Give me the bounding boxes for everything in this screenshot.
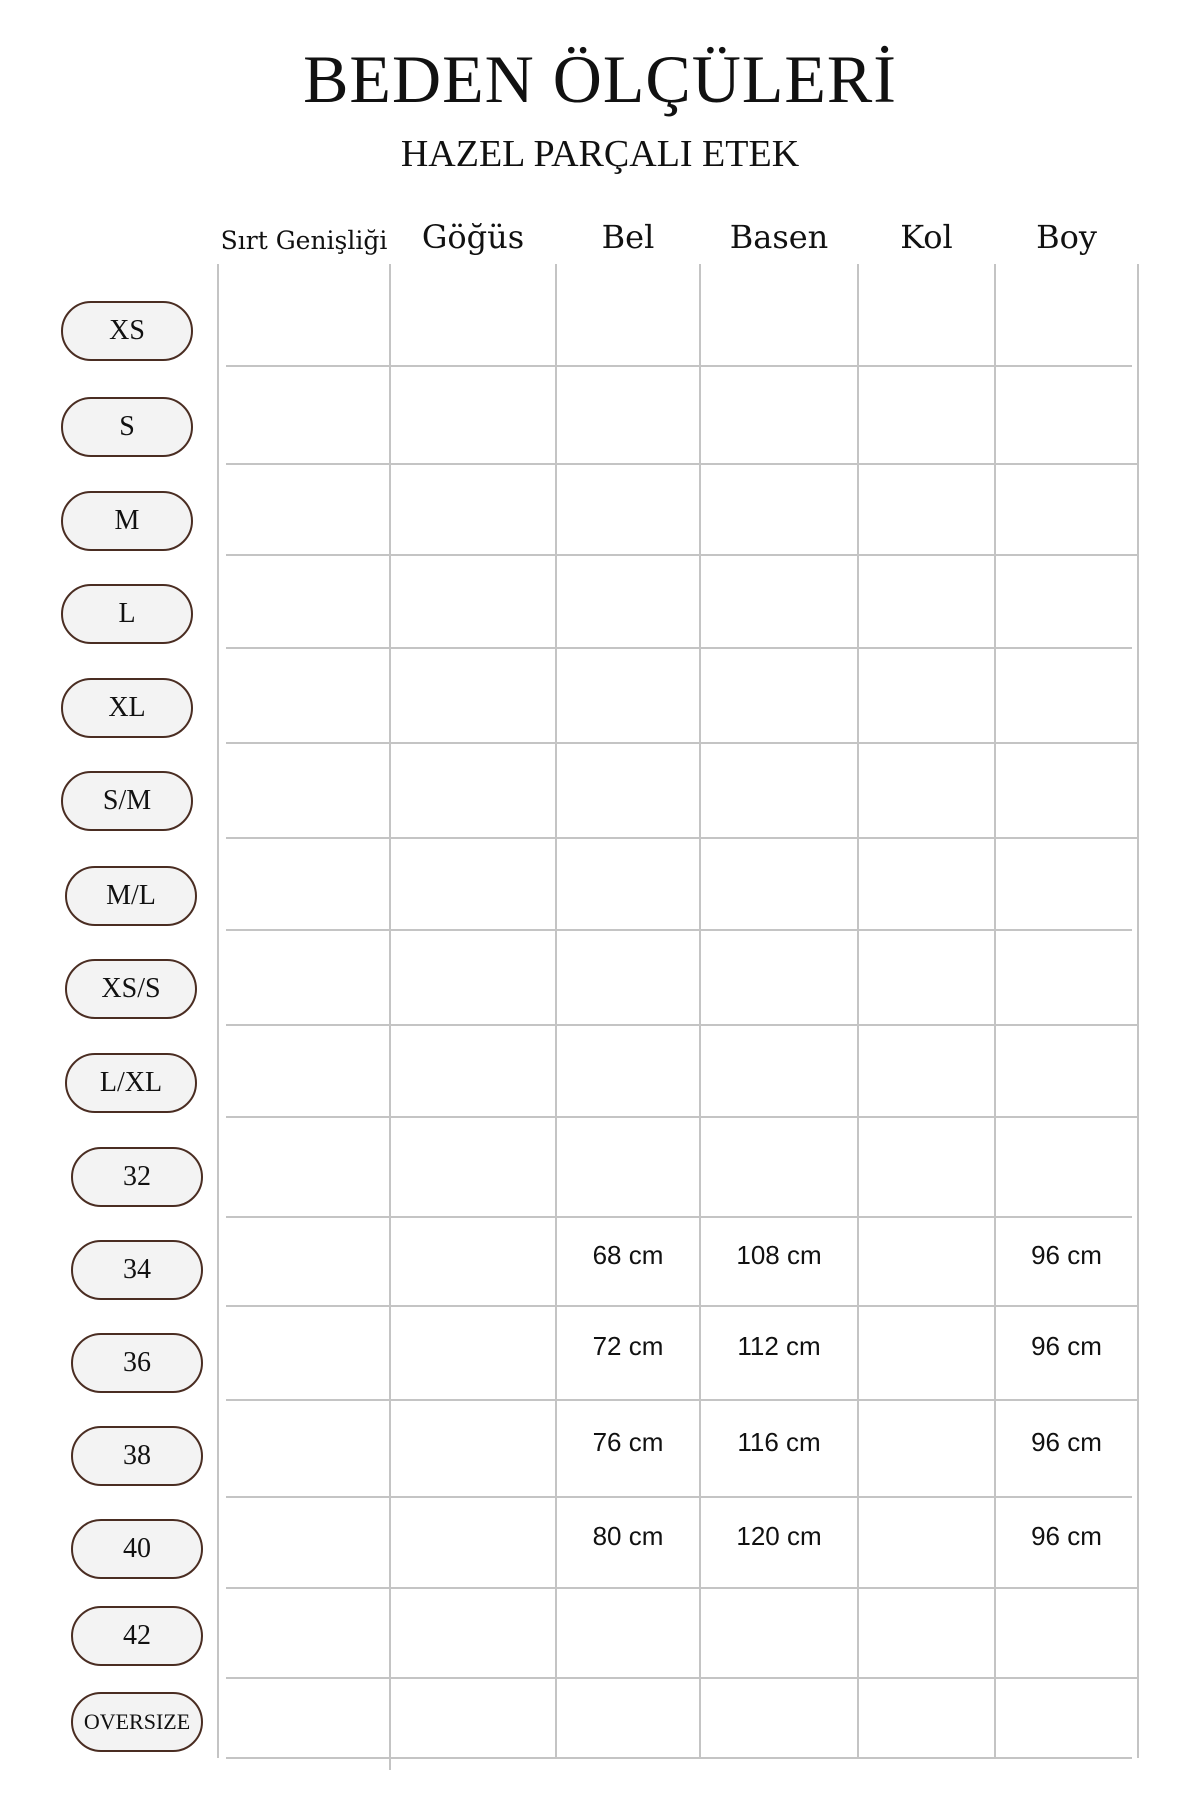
table-cell: 96 cm xyxy=(1031,1426,1102,1457)
size-label-oversize: OVERSIZE xyxy=(71,1692,203,1752)
size-label-m-l: M/L xyxy=(65,866,197,926)
table-cell: 116 cm xyxy=(737,1426,821,1457)
column-header: Bel xyxy=(601,218,655,256)
size-label-42: 42 xyxy=(71,1606,203,1666)
table-cell: 68 cm xyxy=(592,1239,664,1270)
table-cell: 112 cm xyxy=(737,1331,821,1361)
size-label-40: 40 xyxy=(71,1519,203,1579)
page-title: BEDEN ÖLÇÜLERİ xyxy=(303,41,897,117)
size-label-xs: XS xyxy=(61,301,193,361)
table-cell: 96 cm xyxy=(1031,1331,1102,1361)
table-cell: 72 cm xyxy=(592,1331,664,1361)
size-label-l: L xyxy=(61,584,193,644)
size-label-36: 36 xyxy=(71,1333,203,1393)
size-label-32: 32 xyxy=(71,1147,203,1207)
table-cell: 96 cm xyxy=(1031,1239,1102,1270)
size-label-s-m: S/M xyxy=(61,771,193,831)
product-name: HAZEL PARÇALI ETEK xyxy=(400,133,800,175)
table-cell: 80 cm xyxy=(592,1520,664,1551)
column-header: Kol xyxy=(900,218,953,256)
size-label-xs-s: XS/S xyxy=(65,959,197,1019)
size-label-m: M xyxy=(61,491,193,551)
column-header: Göğüs xyxy=(421,218,525,256)
column-header: Sırt Genişliği xyxy=(220,226,388,255)
column-header: Boy xyxy=(1036,218,1097,256)
size-label-38: 38 xyxy=(71,1426,203,1486)
size-label-l-xl: L/XL xyxy=(65,1053,197,1113)
column-header: Basen xyxy=(729,218,829,256)
size-label-xl: XL xyxy=(61,678,193,738)
table-cell: 96 cm xyxy=(1031,1520,1102,1551)
table-cell: 120 cm xyxy=(736,1520,822,1551)
size-label-s: S xyxy=(61,397,193,457)
size-label-34: 34 xyxy=(71,1240,203,1300)
table-cell: 76 cm xyxy=(592,1426,664,1457)
table-cell: 108 cm xyxy=(736,1239,822,1270)
